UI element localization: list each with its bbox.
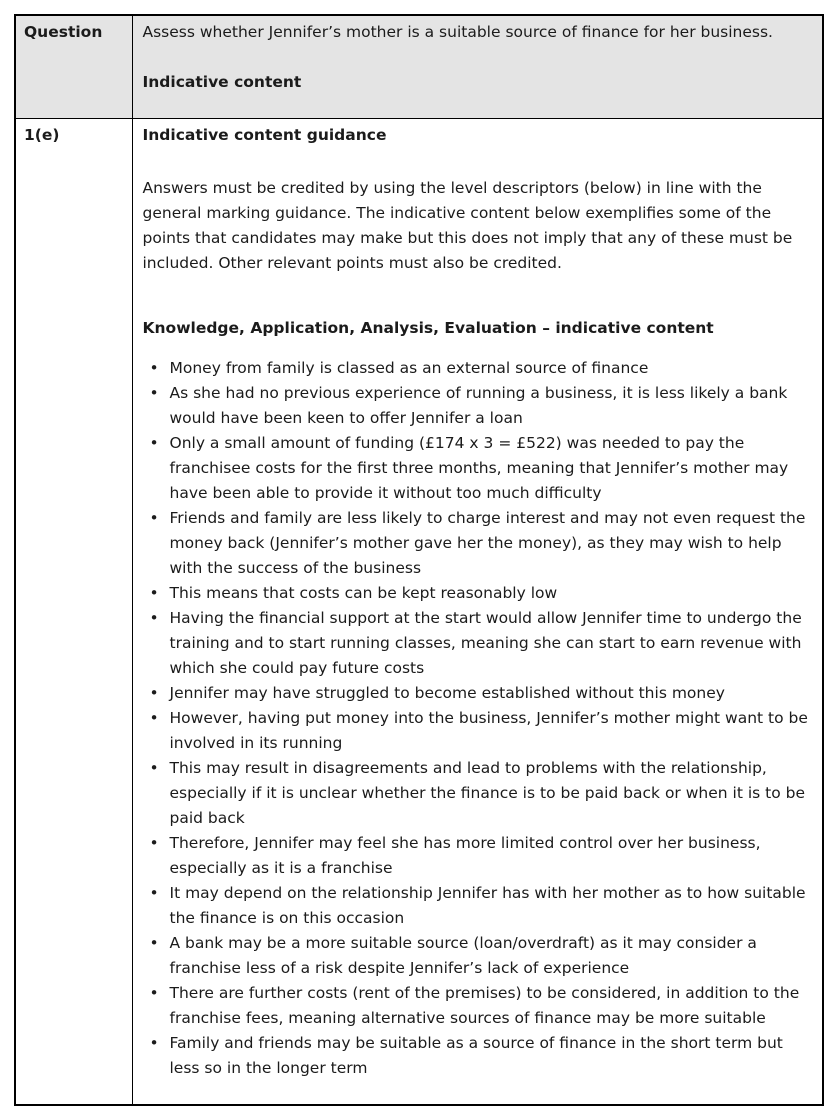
bullet-item: • This may result in disagreements and lead to problems with the relationship, especially if it is unclear whether the finance is to be paid back or when it is to be paid back <box>143 756 811 831</box>
bullet-item: • Friends and family are less likely to charge interest and may not even request the money back (Jennifer’s mother gave her the money), as they may wish to help with the success of the business <box>143 506 811 581</box>
question-header-row <box>15 15 823 118</box>
bullet-item: • It may depend on the relationship Jennifer has with her mother as to how suitable the finance is on this occasion <box>143 881 811 931</box>
answer-row <box>15 118 823 1105</box>
section-heading: Knowledge, Application, Analysis, Evaluation – indicative content <box>142 318 714 337</box>
indicative-content-label: Indicative content <box>142 73 302 91</box>
bullet-item: • This means that costs can be kept reasonably low <box>143 581 811 606</box>
indicative-points-list <box>143 356 811 1081</box>
question-number: 1(e) <box>24 125 60 144</box>
guidance-paragraph: Answers must be credited by using the level descriptors (below) in line with the general marking guidance. The indicative content below exemplifies some of the points that candidates may make but this does not imply that any of these must be included. Other relevant points must also be credited. <box>142 178 793 272</box>
question-content-cell <box>132 15 823 118</box>
bullet-item: • However, having put money into the business, Jennifer’s mother might want to be involved in its running <box>143 706 811 756</box>
bullet-item: • Having the financial support at the start would allow Jennifer time to undergo the training and to start running classes, meaning she can start to earn revenue with which she could pay future costs <box>143 606 811 681</box>
bullet-item: • Jennifer may have struggled to become established without this money <box>143 681 811 706</box>
question-column-label: Question <box>24 23 103 41</box>
mark-scheme-table <box>14 14 824 1106</box>
bullet-item: • Family and friends may be suitable as a source of finance in the short term but less so in the longer term <box>143 1031 811 1081</box>
bullet-item: • As she had no previous experience of running a business, it is less likely a bank would have been keen to offer Jennifer a loan <box>143 381 811 431</box>
guidance-heading: Indicative content guidance <box>142 125 387 144</box>
bullet-item: • A bank may be a more suitable source (loan/overdraft) as it may consider a franchise less of a risk despite Jennifer’s lack of experience <box>143 931 811 981</box>
question-label-cell <box>15 15 132 118</box>
bullet-item: • There are further costs (rent of the premises) to be considered, in addition to the franchise fees, meaning alternative sources of finance may be more suitable <box>143 981 811 1031</box>
question-text: Assess whether Jennifer’s mother is a suitable source of finance for her business. <box>142 23 773 41</box>
bullet-item: • Money from family is classed as an external source of finance <box>143 356 811 381</box>
guidance-cell <box>132 118 823 1105</box>
question-number-cell <box>15 118 132 1105</box>
bullet-item: • Only a small amount of funding (£174 x 3 = £522) was needed to pay the franchisee costs for the first three months, meaning that Jennifer’s mother may have been able to provide it without too much difficulty <box>143 431 811 506</box>
bullet-item: • Therefore, Jennifer may feel she has more limited control over her business, especially as it is a franchise <box>143 831 811 881</box>
